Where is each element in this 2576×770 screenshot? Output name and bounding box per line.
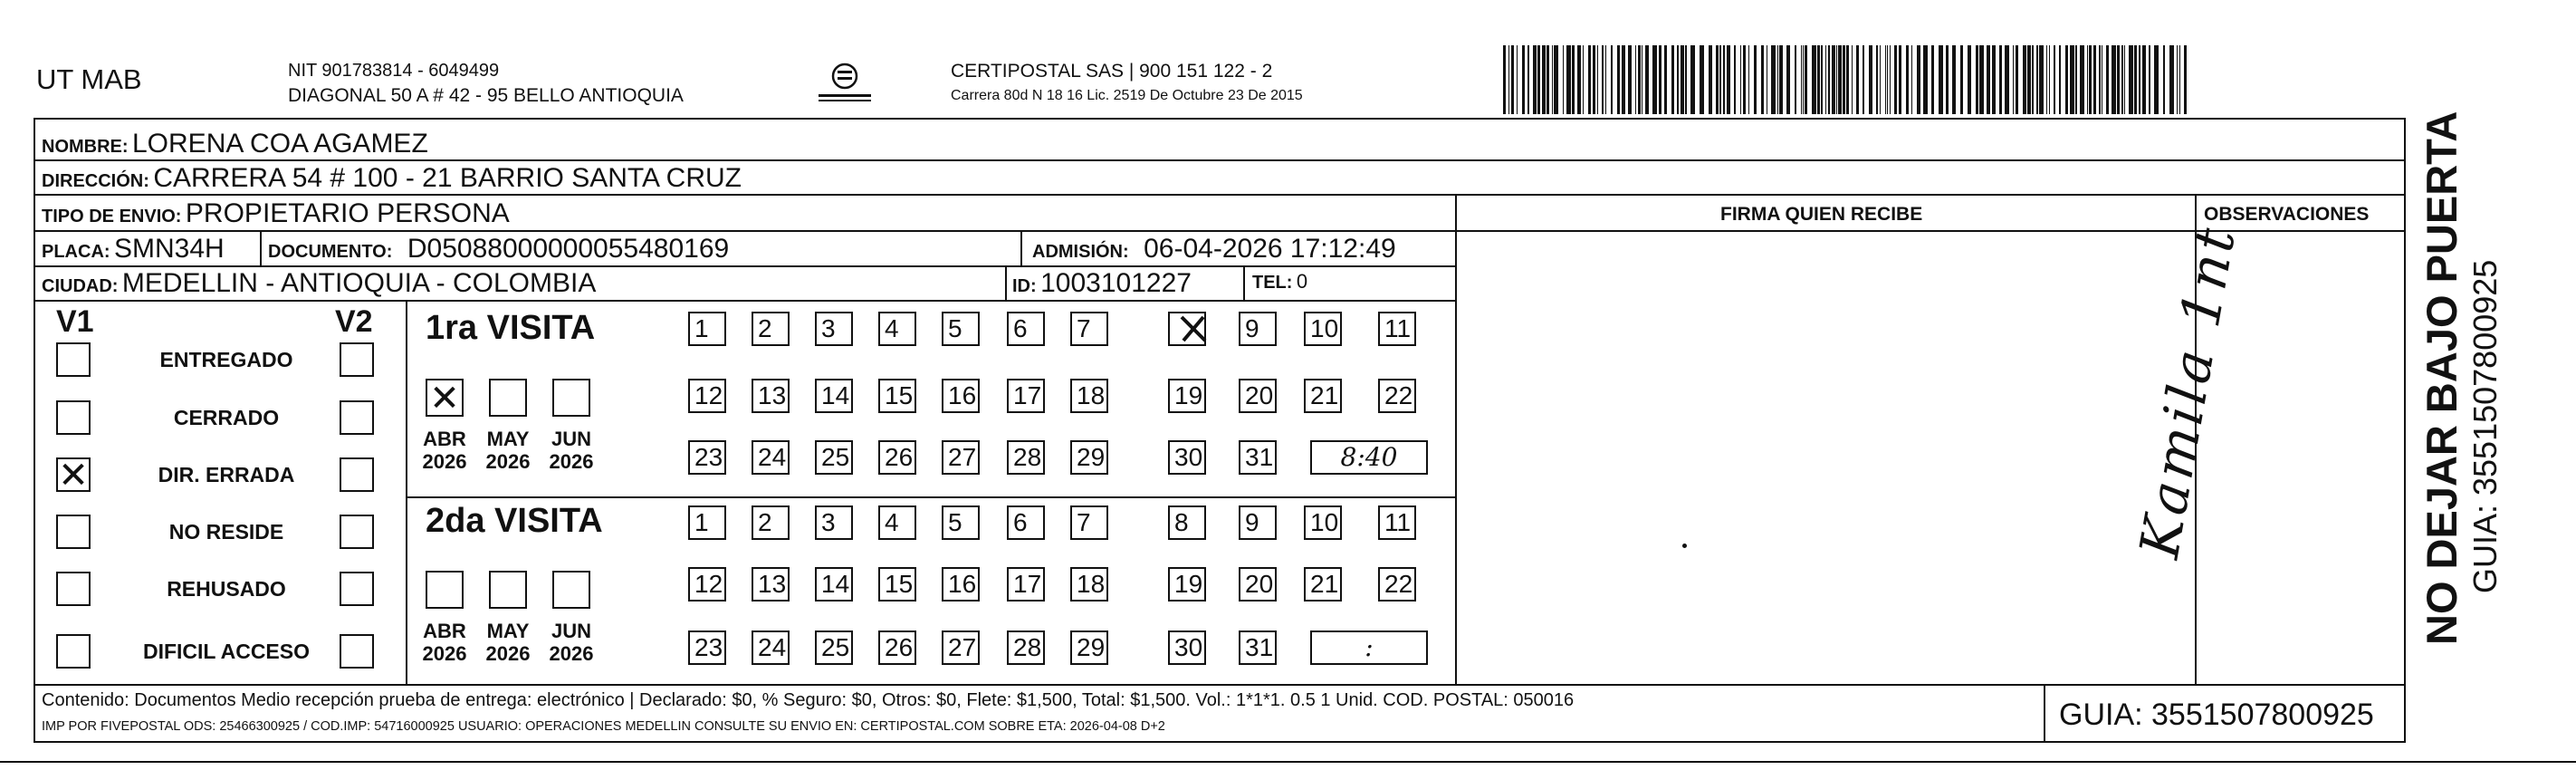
barcode-bar: [2179, 45, 2180, 114]
day-box[interactable]: 26: [878, 440, 916, 475]
month-year: 2026: [485, 642, 531, 666]
x-mark-icon: ✕: [429, 379, 460, 419]
day-box[interactable]: 3: [815, 505, 853, 540]
tel-label: TEL:: [1252, 273, 1293, 293]
v1-checkbox[interactable]: [56, 342, 91, 377]
barcode-bar: [1671, 45, 1674, 114]
barcode-bar: [1563, 45, 1564, 114]
barcode-bar: [1885, 45, 1886, 114]
carrier-address: Carrera 80d N 18 16 Lic. 2519 De Octubre 23 De 2015: [951, 88, 1303, 103]
barcode-bar: [2184, 45, 2187, 114]
barcode-bar: [1700, 45, 1704, 114]
first-visit-title: 1ra VISITA: [426, 309, 596, 347]
day-box[interactable]: 11: [1378, 505, 1416, 540]
barcode-bar: [1719, 45, 1721, 114]
barcode-bar: [1906, 45, 1909, 114]
direccion-value: CARRERA 54 # 100 - 21 BARRIO SANTA CRUZ: [153, 163, 742, 193]
day-box[interactable]: 5: [942, 312, 980, 346]
documento-value: D05088000000055480169: [407, 234, 730, 264]
day-box[interactable]: 20: [1239, 379, 1277, 413]
day-box[interactable]: 12: [688, 567, 726, 602]
barcode-bar: [1894, 45, 1897, 114]
month-checkbox[interactable]: [426, 571, 464, 609]
second-visit-title: 2da VISITA: [426, 502, 603, 540]
day-box[interactable]: 25: [815, 440, 853, 475]
month-name: JUN: [551, 428, 591, 450]
barcode-bar: [2154, 45, 2159, 114]
status-label: REHUSADO: [167, 577, 286, 601]
barcode-bar: [2099, 45, 2101, 114]
v1-checkbox[interactable]: [56, 634, 91, 669]
day-box[interactable]: 22: [1378, 379, 1416, 413]
month-checkbox[interactable]: [426, 379, 464, 417]
barcode-bar: [1734, 45, 1736, 114]
certipostal-logo: [813, 56, 876, 112]
barcode-bar: [1968, 45, 1971, 114]
placa-label: PLACA:: [42, 242, 110, 262]
barcode-bar: [1602, 45, 1604, 114]
barcode-bar: [1992, 45, 1996, 114]
barcode-bar: [1832, 45, 1835, 114]
barcode-bar: [1803, 45, 1804, 114]
v2-checkbox[interactable]: [340, 400, 374, 435]
barcode-bar: [2129, 45, 2133, 114]
time-box[interactable]: :: [1310, 630, 1428, 665]
day-box[interactable]: 22: [1378, 567, 1416, 602]
v2-checkbox[interactable]: [340, 515, 374, 549]
barcode-bar: [1939, 45, 1943, 114]
barcode-bar: [1825, 45, 1826, 114]
barcode-bar: [1583, 45, 1584, 114]
day-box[interactable]: 7: [1070, 505, 1108, 540]
barcode-bar: [1821, 45, 1823, 114]
barcode-bar: [1852, 45, 1853, 114]
day-box[interactable]: 9: [1239, 312, 1277, 346]
barcode-bar: [1987, 45, 1990, 114]
tipo-envio-value: PROPIETARIO PERSONA: [185, 198, 510, 228]
barcode-bar: [1527, 45, 1529, 114]
day-box[interactable]: 10: [1304, 505, 1342, 540]
day-box[interactable]: 27: [942, 630, 980, 665]
barcode-bar: [2093, 45, 2096, 114]
barcode-bar: [1664, 45, 1667, 114]
barcode-bar: [1843, 45, 1845, 114]
barcode-bar: [2046, 45, 2047, 114]
barcode-bar: [1754, 45, 1757, 114]
barcode-bar: [2117, 45, 2120, 114]
signature: Kamila 1nt: [2128, 220, 2249, 563]
barcode-bar: [1622, 45, 1625, 114]
barcode-bar: [1846, 45, 1849, 114]
barcode-bar: [1805, 45, 1807, 114]
day-box[interactable]: 27: [942, 440, 980, 475]
placa-value: SMN34H: [114, 234, 225, 264]
day-box[interactable]: 29: [1070, 630, 1108, 665]
id-value: 1003101227: [1040, 268, 1192, 298]
barcode-bar: [1979, 45, 1984, 114]
barcode-bar: [1517, 45, 1518, 114]
barcode-bar: [2106, 45, 2109, 114]
barcode-bar: [1652, 45, 1657, 114]
barcode-bar: [1856, 45, 1859, 114]
day-box[interactable]: 2: [752, 312, 790, 346]
barcode-bar: [1593, 45, 1595, 114]
barcode-bar: [2027, 45, 2031, 114]
mark-dot: [1682, 544, 1687, 548]
barcode-bar: [2065, 45, 2068, 114]
day-box[interactable]: 21: [1304, 379, 1342, 413]
barcode-bar: [2023, 45, 2026, 114]
barcode-bar: [1838, 45, 1842, 114]
day-box[interactable]: 18: [1070, 379, 1108, 413]
barcode-bar: [1923, 45, 1928, 114]
barcode-bar: [2124, 45, 2125, 114]
barcode-bar: [2134, 45, 2137, 114]
nombre-label: NOMBRE:: [42, 137, 129, 157]
barcode-bar: [2059, 45, 2061, 114]
barcode-bar: [1786, 45, 1790, 114]
barcode-bar: [1677, 45, 1679, 114]
barcode-bar: [2039, 45, 2044, 114]
ciudad-label: CIUDAD:: [42, 276, 119, 296]
day-box[interactable]: 28: [1007, 630, 1045, 665]
v2-checkbox[interactable]: [340, 572, 374, 606]
day-box[interactable]: 1: [688, 505, 726, 540]
barcode-bar: [1880, 45, 1881, 114]
month-year: 2026: [485, 450, 531, 474]
barcode-bar: [1709, 45, 1712, 114]
day-box[interactable]: 24: [752, 630, 790, 665]
day-box[interactable]: 8: [1168, 505, 1206, 540]
barcode-bar: [1508, 45, 1509, 114]
barcode-bar: [1771, 45, 1776, 114]
barcode-bar: [1740, 45, 1741, 114]
barcode-bar: [1588, 45, 1591, 114]
day-box[interactable]: 15: [878, 379, 916, 413]
barcode-bar: [1828, 45, 1830, 114]
tel-value: 0: [1296, 270, 1308, 293]
day-box[interactable]: 17: [1007, 379, 1045, 413]
barcode-bar: [1542, 45, 1546, 114]
barcode-bar: [1690, 45, 1695, 114]
v2-label: V2: [335, 304, 373, 339]
ciudad-value: MEDELLIN - ANTIOQUIA - COLOMBIA: [121, 268, 597, 298]
barcode-bar: [1777, 45, 1778, 114]
footer-contenido: Contenido: Documentos Medio recepción prueba de entrega: electrónico | Declarado: $0, % Seguro: $0, Otros: $0, Flete: $1,500, Total: $1,500. Vol.: 1*1*1. 0.5 1 Unid. COD. POSTAL: 050016: [42, 690, 1575, 710]
barcode-bar: [2016, 45, 2018, 114]
barcode-bar: [2080, 45, 2084, 114]
footer-imp: IMP POR FIVEPOSTAL ODS: 25466300925 / COD.IMP: 54716000925 USUARIO: OPERACIONES MEDELLIN CONSULTE SU ENVIO EN: CERTIPOSTAL.COM SOBRE ETA: 2026-04-08 D+2: [42, 719, 1165, 734]
day-box[interactable]: 25: [815, 630, 853, 665]
tipo-envio-label: TIPO DE ENVIO:: [42, 207, 182, 226]
barcode-bar: [1681, 45, 1684, 114]
day-box[interactable]: 23: [688, 630, 726, 665]
day-box[interactable]: 30: [1168, 440, 1206, 475]
carrier-name: CERTIPOSTAL SAS | 900 151 122 - 2: [951, 61, 1273, 82]
day-box[interactable]: 15: [878, 567, 916, 602]
status-label: CERRADO: [173, 406, 280, 429]
barcode-bar: [2112, 45, 2116, 114]
barcode-bar: [1628, 45, 1632, 114]
barcode-bar: [1779, 45, 1783, 114]
v2-checkbox[interactable]: [340, 634, 374, 669]
day-box[interactable]: 9: [1239, 505, 1277, 540]
day-box[interactable]: 24: [752, 440, 790, 475]
barcode-bar: [1638, 45, 1641, 114]
day-box[interactable]: 10: [1304, 312, 1342, 346]
admision-label: ADMISIÓN:: [1032, 242, 1129, 262]
barcode-bar: [2005, 45, 2009, 114]
day-box[interactable]: 2: [752, 505, 790, 540]
company-name: UT MAB: [36, 63, 142, 95]
day-box[interactable]: 26: [878, 630, 916, 665]
day-box[interactable]: 12: [688, 379, 726, 413]
id-label: ID:: [1012, 276, 1037, 296]
barcode-bar: [1572, 45, 1575, 114]
v1-label: V1: [56, 304, 94, 339]
day-box[interactable]: 30: [1168, 630, 1206, 665]
barcode-bar: [1577, 45, 1581, 114]
day-box[interactable]: 5: [942, 505, 980, 540]
month-name: JUN: [551, 620, 591, 642]
day-box[interactable]: 13: [752, 379, 790, 413]
barcode-bar: [1511, 45, 1514, 114]
v2-checkbox[interactable]: [340, 342, 374, 377]
barcode-bar: [1869, 45, 1872, 114]
month-year: 2026: [549, 450, 594, 474]
month-year: 2026: [422, 642, 467, 666]
documento-label: DOCUMENTO:: [268, 242, 393, 262]
month-name: ABR: [423, 428, 466, 450]
month-label: [417, 620, 473, 666]
day-box[interactable]: 6: [1007, 312, 1045, 346]
barcode-bar: [1723, 45, 1725, 114]
time-box[interactable]: 8:40: [1310, 440, 1428, 475]
day-box[interactable]: 14: [815, 567, 853, 602]
barcode-bar: [1716, 45, 1719, 114]
barcode-bar: [2149, 45, 2150, 114]
barcode-bar: [1748, 45, 1749, 114]
barcode-bar: [1635, 45, 1636, 114]
day-box[interactable]: 29: [1070, 440, 1108, 475]
status-label: ENTREGADO: [159, 348, 293, 371]
day-box[interactable]: 31: [1239, 630, 1277, 665]
barcode-bar: [2036, 45, 2038, 114]
day-box[interactable]: 20: [1239, 567, 1277, 602]
barcode-bar: [2032, 45, 2034, 114]
month-checkbox[interactable]: [489, 379, 527, 417]
month-name: MAY: [486, 428, 530, 450]
barcode-bar: [1899, 45, 1901, 114]
barcode-bar: [1890, 45, 1891, 114]
barcode-bar: [1946, 45, 1949, 114]
barcode-bar: [1552, 45, 1553, 114]
month-checkbox[interactable]: [552, 379, 590, 417]
month-label: [417, 428, 473, 474]
barcode-bar: [1597, 45, 1598, 114]
barcode-bar: [1645, 45, 1649, 114]
barcode-bar: [1617, 45, 1620, 114]
barcode-bar: [1554, 45, 1558, 114]
barcode-bar: [1659, 45, 1661, 114]
day-box[interactable]: 4: [878, 505, 916, 540]
admision-value: 06-04-2026 17:12:49: [1144, 234, 1396, 264]
barcode: [1503, 45, 2200, 116]
month-name: ABR: [423, 620, 466, 642]
month-checkbox[interactable]: [489, 571, 527, 609]
barcode-bar: [1887, 45, 1888, 114]
barcode-bar: [2163, 45, 2165, 114]
barcode-bar: [1836, 45, 1837, 114]
company-address: DIAGONAL 50 A # 42 - 95 BELLO ANTIOQUIA: [288, 85, 684, 106]
barcode-bar: [1876, 45, 1878, 114]
month-label: [480, 620, 536, 666]
barcode-bar: [1801, 45, 1802, 114]
day-box[interactable]: 28: [1007, 440, 1045, 475]
day-box[interactable]: 23: [688, 440, 726, 475]
first-crossed-mark: [1174, 312, 1212, 346]
barcode-bar: [1533, 45, 1537, 114]
day-box[interactable]: 3: [815, 312, 853, 346]
month-checkbox[interactable]: [552, 571, 590, 609]
status-label: NO RESIDE: [168, 520, 284, 544]
barcode-bar: [1863, 45, 1864, 114]
barcode-bar: [1812, 45, 1816, 114]
v2-checkbox[interactable]: [340, 457, 374, 492]
month-label: [543, 428, 599, 474]
side-guia: GUIA: 3551507800925: [2466, 259, 2504, 593]
barcode-bar: [2139, 45, 2140, 114]
barcode-bar: [1537, 45, 1540, 114]
barcode-bar: [1911, 45, 1912, 114]
barcode-bar: [2177, 45, 2178, 114]
day-box[interactable]: 16: [942, 379, 980, 413]
barcode-bar: [2049, 45, 2050, 114]
month-year: 2026: [549, 642, 594, 666]
barcode-bar: [1761, 45, 1764, 114]
day-box[interactable]: 4: [878, 312, 916, 346]
barcode-bar: [1952, 45, 1956, 114]
barcode-bar: [1566, 45, 1571, 114]
barcode-bar: [2075, 45, 2077, 114]
status-label: DIR. ERRADA: [158, 463, 295, 486]
barcode-bar: [2089, 45, 2092, 114]
barcode-bar: [1727, 45, 1730, 114]
day-box[interactable]: 17: [1007, 567, 1045, 602]
barcode-bar: [1522, 45, 1525, 114]
barcode-bar: [1817, 45, 1820, 114]
month-year: 2026: [422, 450, 467, 474]
nombre-value: LORENA COA AGAMEZ: [132, 129, 428, 159]
status-label: DIFICIL ACCESO: [142, 640, 310, 663]
barcode-bar: [2121, 45, 2123, 114]
v1-checkbox[interactable]: [56, 456, 91, 496]
day-box[interactable]: 1: [688, 312, 726, 346]
barcode-bar: [1547, 45, 1549, 114]
barcode-bar: [1503, 45, 1506, 114]
month-label: [543, 620, 599, 666]
day-box[interactable]: 11: [1378, 312, 1416, 346]
barcode-bar: [2013, 45, 2014, 114]
barcode-bar: [1960, 45, 1963, 114]
barcode-bar: [1685, 45, 1687, 114]
barcode-bar: [1999, 45, 2002, 114]
day-box[interactable]: 21: [1304, 567, 1342, 602]
day-box[interactable]: 18: [1070, 567, 1108, 602]
month-label: [480, 428, 536, 474]
day-box[interactable]: 16: [942, 567, 980, 602]
day-box[interactable]: 7: [1070, 312, 1108, 346]
barcode-bar: [2054, 45, 2055, 114]
barcode-bar: [2070, 45, 2074, 114]
day-box[interactable]: 31: [1239, 440, 1277, 475]
barcode-bar: [2142, 45, 2146, 114]
firma-header: FIRMA QUIEN RECIBE: [1720, 204, 1923, 225]
barcode-bar: [1605, 45, 1606, 114]
month-name: MAY: [486, 620, 530, 642]
barcode-bar: [2087, 45, 2088, 114]
day-box[interactable]: 6: [1007, 505, 1045, 540]
day-box[interactable]: 14: [815, 379, 853, 413]
side-no-dejar: NO DEJAR BAJO PUERTA: [2418, 111, 2466, 645]
day-box[interactable]: 19: [1168, 379, 1206, 413]
barcode-bar: [1917, 45, 1920, 114]
day-box[interactable]: 19: [1168, 567, 1206, 602]
day-box[interactable]: 13: [752, 567, 790, 602]
barcode-bar: [1931, 45, 1934, 114]
v1-checkbox[interactable]: [56, 515, 91, 549]
company-nit: NIT 901783814 - 6049499: [288, 61, 500, 81]
barcode-bar: [1976, 45, 1978, 114]
v1-checkbox[interactable]: [56, 572, 91, 606]
barcode-bar: [1743, 45, 1746, 114]
footer-guia: GUIA: 3551507800925: [2059, 698, 2374, 732]
barcode-bar: [2169, 45, 2174, 114]
observaciones-header: OBSERVACIONES: [2204, 204, 2370, 225]
direccion-label: DIRECCIÓN:: [42, 171, 149, 191]
barcode-bar: [1611, 45, 1613, 114]
v1-checkbox[interactable]: [56, 400, 91, 435]
x-mark-icon: ✕: [58, 456, 89, 496]
barcode-bar: [1795, 45, 1796, 114]
